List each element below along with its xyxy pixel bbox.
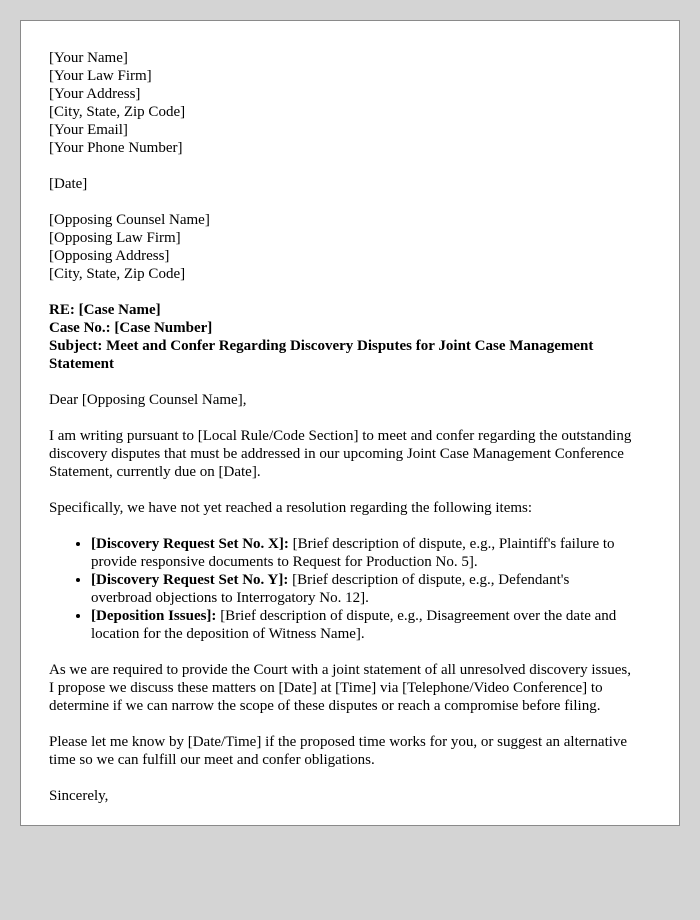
recipient-law-firm: [Opposing Law Firm]	[49, 230, 181, 246]
page-background	[0, 20, 700, 920]
re-line: RE: [Case Name]	[49, 302, 161, 318]
date-line: [Date]	[49, 176, 88, 192]
case-number-line: Case No.: [Case Number]	[49, 320, 213, 336]
salutation: Dear [Opposing Counsel Name],	[49, 392, 247, 408]
bullet-text: [Brief description of dispute, e.g., Defendant's overbroad objections to Interrogatory No. 12].	[91, 572, 570, 606]
paragraph-intro: I am writing pursuant to [Local Rule/Code Section] to meet and confer regarding the outstanding discovery disputes that must be addressed in our upcoming Joint Case Management Conference Statement, currently due on [Date].	[49, 428, 632, 480]
paragraph-request-confirmation: Please let me know by [Date/Time] if the proposed time works for you, or suggest an alternative time so we can fulfill our meet and confer obligations.	[49, 734, 628, 768]
bullet-label: [Deposition Issues]:	[91, 608, 217, 624]
subject-block	[49, 301, 633, 373]
sender-email: [Your Email]	[49, 122, 128, 138]
recipient-name: [Opposing Counsel Name]	[49, 212, 210, 228]
sender-city-state-zip: [City, State, Zip Code]	[49, 104, 186, 120]
bullet-label: [Discovery Request Set No. X]:	[91, 536, 289, 552]
sender-block	[49, 49, 633, 157]
sender-address: [Your Address]	[49, 86, 141, 102]
recipient-block	[49, 211, 633, 283]
paragraph-items-lead-in: Specifically, we have not yet reached a resolution regarding the following items:	[49, 500, 533, 516]
dispute-list	[49, 535, 633, 643]
bullet-text: [Brief description of dispute, e.g., Disagreement over the date and location for the deposition of Witness Name].	[91, 608, 617, 642]
recipient-address: [Opposing Address]	[49, 248, 170, 264]
sender-law-firm: [Your Law Firm]	[49, 68, 152, 84]
list-item	[91, 535, 633, 571]
recipient-city-state-zip: [City, State, Zip Code]	[49, 266, 186, 282]
bullet-label: [Discovery Request Set No. Y]:	[91, 572, 289, 588]
paragraph-proposal: As we are required to provide the Court with a joint statement of all unresolved discovery issues, I propose we discuss these matters on [Date] at [Time] via [Telephone/Video Conference] to determine if we can narrow the scope of these disputes or reach a compromise before filing.	[49, 662, 631, 714]
letter-document	[20, 20, 680, 826]
bullet-text: [Brief description of dispute, e.g., Plaintiff's failure to provide responsive documents to Request for Production No. 5].	[91, 536, 615, 570]
sender-name: [Your Name]	[49, 50, 128, 66]
subject-line: Subject: Meet and Confer Regarding Discovery Disputes for Joint Case Management Statement	[49, 338, 594, 372]
list-item	[91, 607, 633, 643]
list-item	[91, 571, 633, 607]
closing: Sincerely,	[49, 788, 109, 804]
date-block	[49, 175, 633, 193]
sender-phone: [Your Phone Number]	[49, 140, 183, 156]
